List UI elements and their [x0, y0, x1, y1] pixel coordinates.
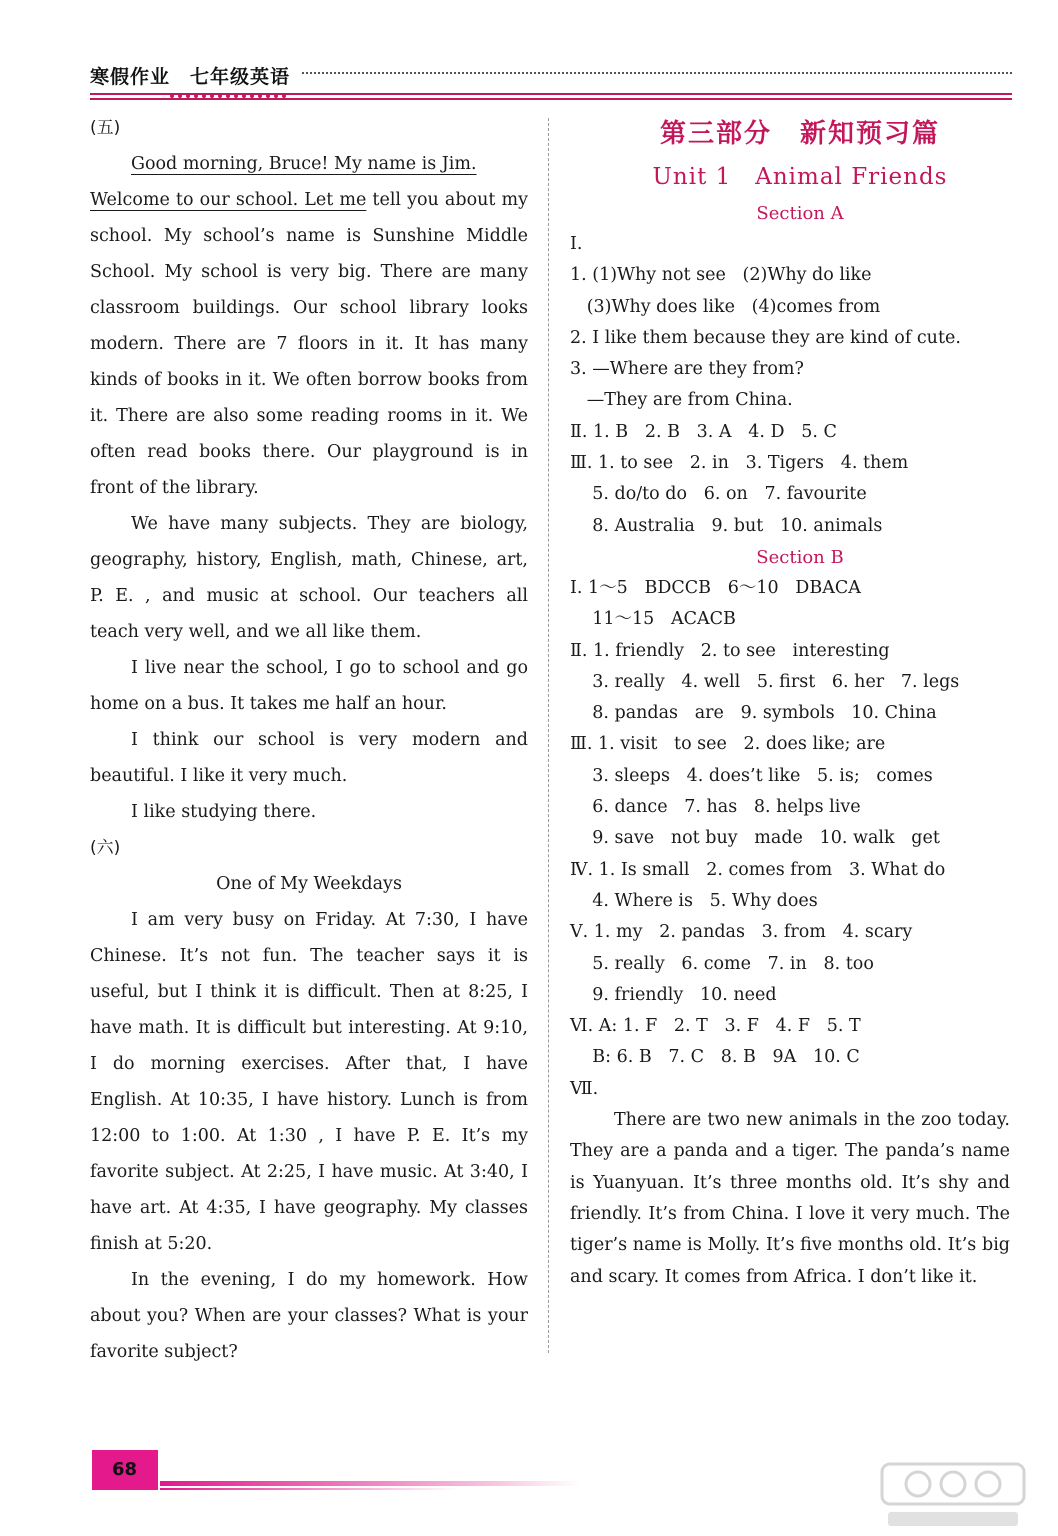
- section-b-title: Section B: [756, 546, 844, 568]
- part-title: 第三部分 新知预习篇: [659, 119, 940, 149]
- section-a-answers: [570, 229, 1010, 542]
- section-6-paragraph-1: I am very busy on Friday. At 7:30, I have Chinese. It’s not fun. The teacher says it is useful, but I think it is difficult. Then at 8:25, I have math. It is difficult but interesting. At 9:10, I do morning exercises. After that, I have English. At 10:35, I have history. Lunch is from 12:00 to 1:00. At 1:30 , I have P. E. It’s my favorite subject. At 2:25, I have music. At 3:40, I have art. At 4:35, I have geography. My classes finish at 5:20.: [90, 910, 528, 1254]
- paragraph-1-rest: tell you about my school. My school’s name is Sunshine Middle School. My school is very big. There are many classroom buildings. Our school library looks modern. There are 7 floors in it. It has many kinds of books in it. We often borrow books from it. There are also some reading rooms in it. We often read books there. Our playground is in front of the library.: [90, 190, 528, 498]
- answer-line: 2. I like them because they are kind of cute.: [570, 327, 961, 348]
- footer-rule-thin: [160, 1488, 460, 1490]
- header-dotted-rule: [302, 72, 1012, 74]
- answer-line: Ⅲ. 1. visit to see 2. does like; are: [570, 734, 886, 755]
- section-5-paragraph-4: I think our school is very modern and beautiful. I like it very much.: [90, 730, 528, 786]
- answer-line: 5. really 6. come 7. in 8. too: [570, 953, 874, 974]
- watermark-logo: [878, 1460, 1028, 1530]
- answer-line: 1. (1)Why not see (2)Why do like: [570, 265, 872, 286]
- answer-line: 5. do/to do 6. on 7. favourite: [570, 484, 867, 505]
- essay-title: One of My Weekdays: [216, 874, 402, 894]
- answer-line: Ⅲ. 1. to see 2. in 3. Tigers 4. them: [570, 453, 909, 474]
- answer-line: 3. —Where are they from?: [570, 359, 804, 380]
- answer-line: 8. Australia 9. but 10. animals: [570, 515, 883, 536]
- section-6-label: (六): [90, 838, 121, 858]
- column-divider: [548, 118, 549, 1353]
- page-number: 68: [92, 1450, 158, 1490]
- section-5-paragraph-2: We have many subjects. They are biology, geography, history, English, math, Chinese, art, P. E. , and music at school. Our teachers all teach very well, and we all like them.: [90, 514, 528, 642]
- header-decorative-bar: [90, 90, 1012, 102]
- answer-line: 6. dance 7. has 8. helps live: [570, 797, 861, 818]
- section-5-paragraph-1: [90, 146, 528, 506]
- answer-line: Ⅱ. 1. B 2. B 3. A 4. D 5. C: [570, 421, 837, 442]
- section-6-paragraph-2: In the evening, I do my homework. How about you? When are your classes? What is your favorite subject?: [90, 1270, 528, 1362]
- answer-line: Ⅴ. 1. my 2. pandas 3. from 4. scary: [570, 922, 913, 943]
- answer-line: B: 6. B 7. C 8. B 9A 10. C: [570, 1047, 860, 1068]
- answer-line: Ⅱ. 1. friendly 2. to see interesting: [570, 640, 890, 661]
- left-column: [90, 110, 528, 1370]
- sample-essay: There are two new animals in the zoo today. They are a panda and a tiger. The panda’s name is Yuanyuan. It’s three months old. It’s shy and friendly. It’s from China. I love it very much. The tiger’s name is Molly. It’s five months old. It’s big and scary. It comes from Africa. I don’t like it.: [570, 1110, 1010, 1287]
- answer-line: 9. save not buy made 10. walk get: [570, 828, 940, 849]
- section-5-paragraph-5: I like studying there.: [131, 802, 317, 822]
- answer-line: 3. sleeps 4. does’t like 5. is; comes: [570, 765, 933, 786]
- answer-line: 3. really 4. well 5. first 6. her 7. legs: [570, 671, 960, 692]
- answer-line: Ⅶ.: [570, 1078, 599, 1099]
- answer-line: 11～15 ACACB: [570, 609, 736, 630]
- section-a-title: Section A: [756, 203, 844, 224]
- answer-line: (3)Why does like (4)comes from: [570, 296, 881, 317]
- answer-line: Ⅳ. 1. Is small 2. comes from 3. What do: [570, 859, 946, 880]
- footer-rule: [160, 1481, 580, 1486]
- section-5-label: (五): [90, 118, 121, 138]
- answer-line: Ⅰ. 1～5 BDCCB 6～10 DBACA: [570, 577, 861, 598]
- section-5-paragraph-3: I live near the school, I go to school and go home on a bus. It takes me half an hour.: [90, 658, 528, 714]
- page-header: [90, 62, 1012, 106]
- unit-title: Unit 1 Animal Friends: [652, 164, 948, 190]
- section-b-answers: [570, 573, 1010, 1105]
- underlined-sentence-1: Good morning, Bruce! My name is Jim.: [131, 154, 477, 174]
- answer-line: 8. pandas are 9. symbols 10. China: [570, 703, 937, 724]
- answer-line: 9. friendly 10. need: [570, 984, 777, 1005]
- header-title: 寒假作业 七年级英语: [90, 66, 291, 88]
- underlined-sentence-2: Welcome to our school. Let me: [90, 190, 367, 210]
- answer-line: 4. Where is 5. Why does: [570, 890, 818, 911]
- right-column: [570, 112, 1010, 1293]
- answer-line: —They are from China.: [570, 390, 793, 411]
- answer-line: Ⅵ. A: 1. F 2. T 3. F 4. F 5. T: [570, 1016, 861, 1037]
- answer-line: Ⅰ.: [570, 234, 583, 254]
